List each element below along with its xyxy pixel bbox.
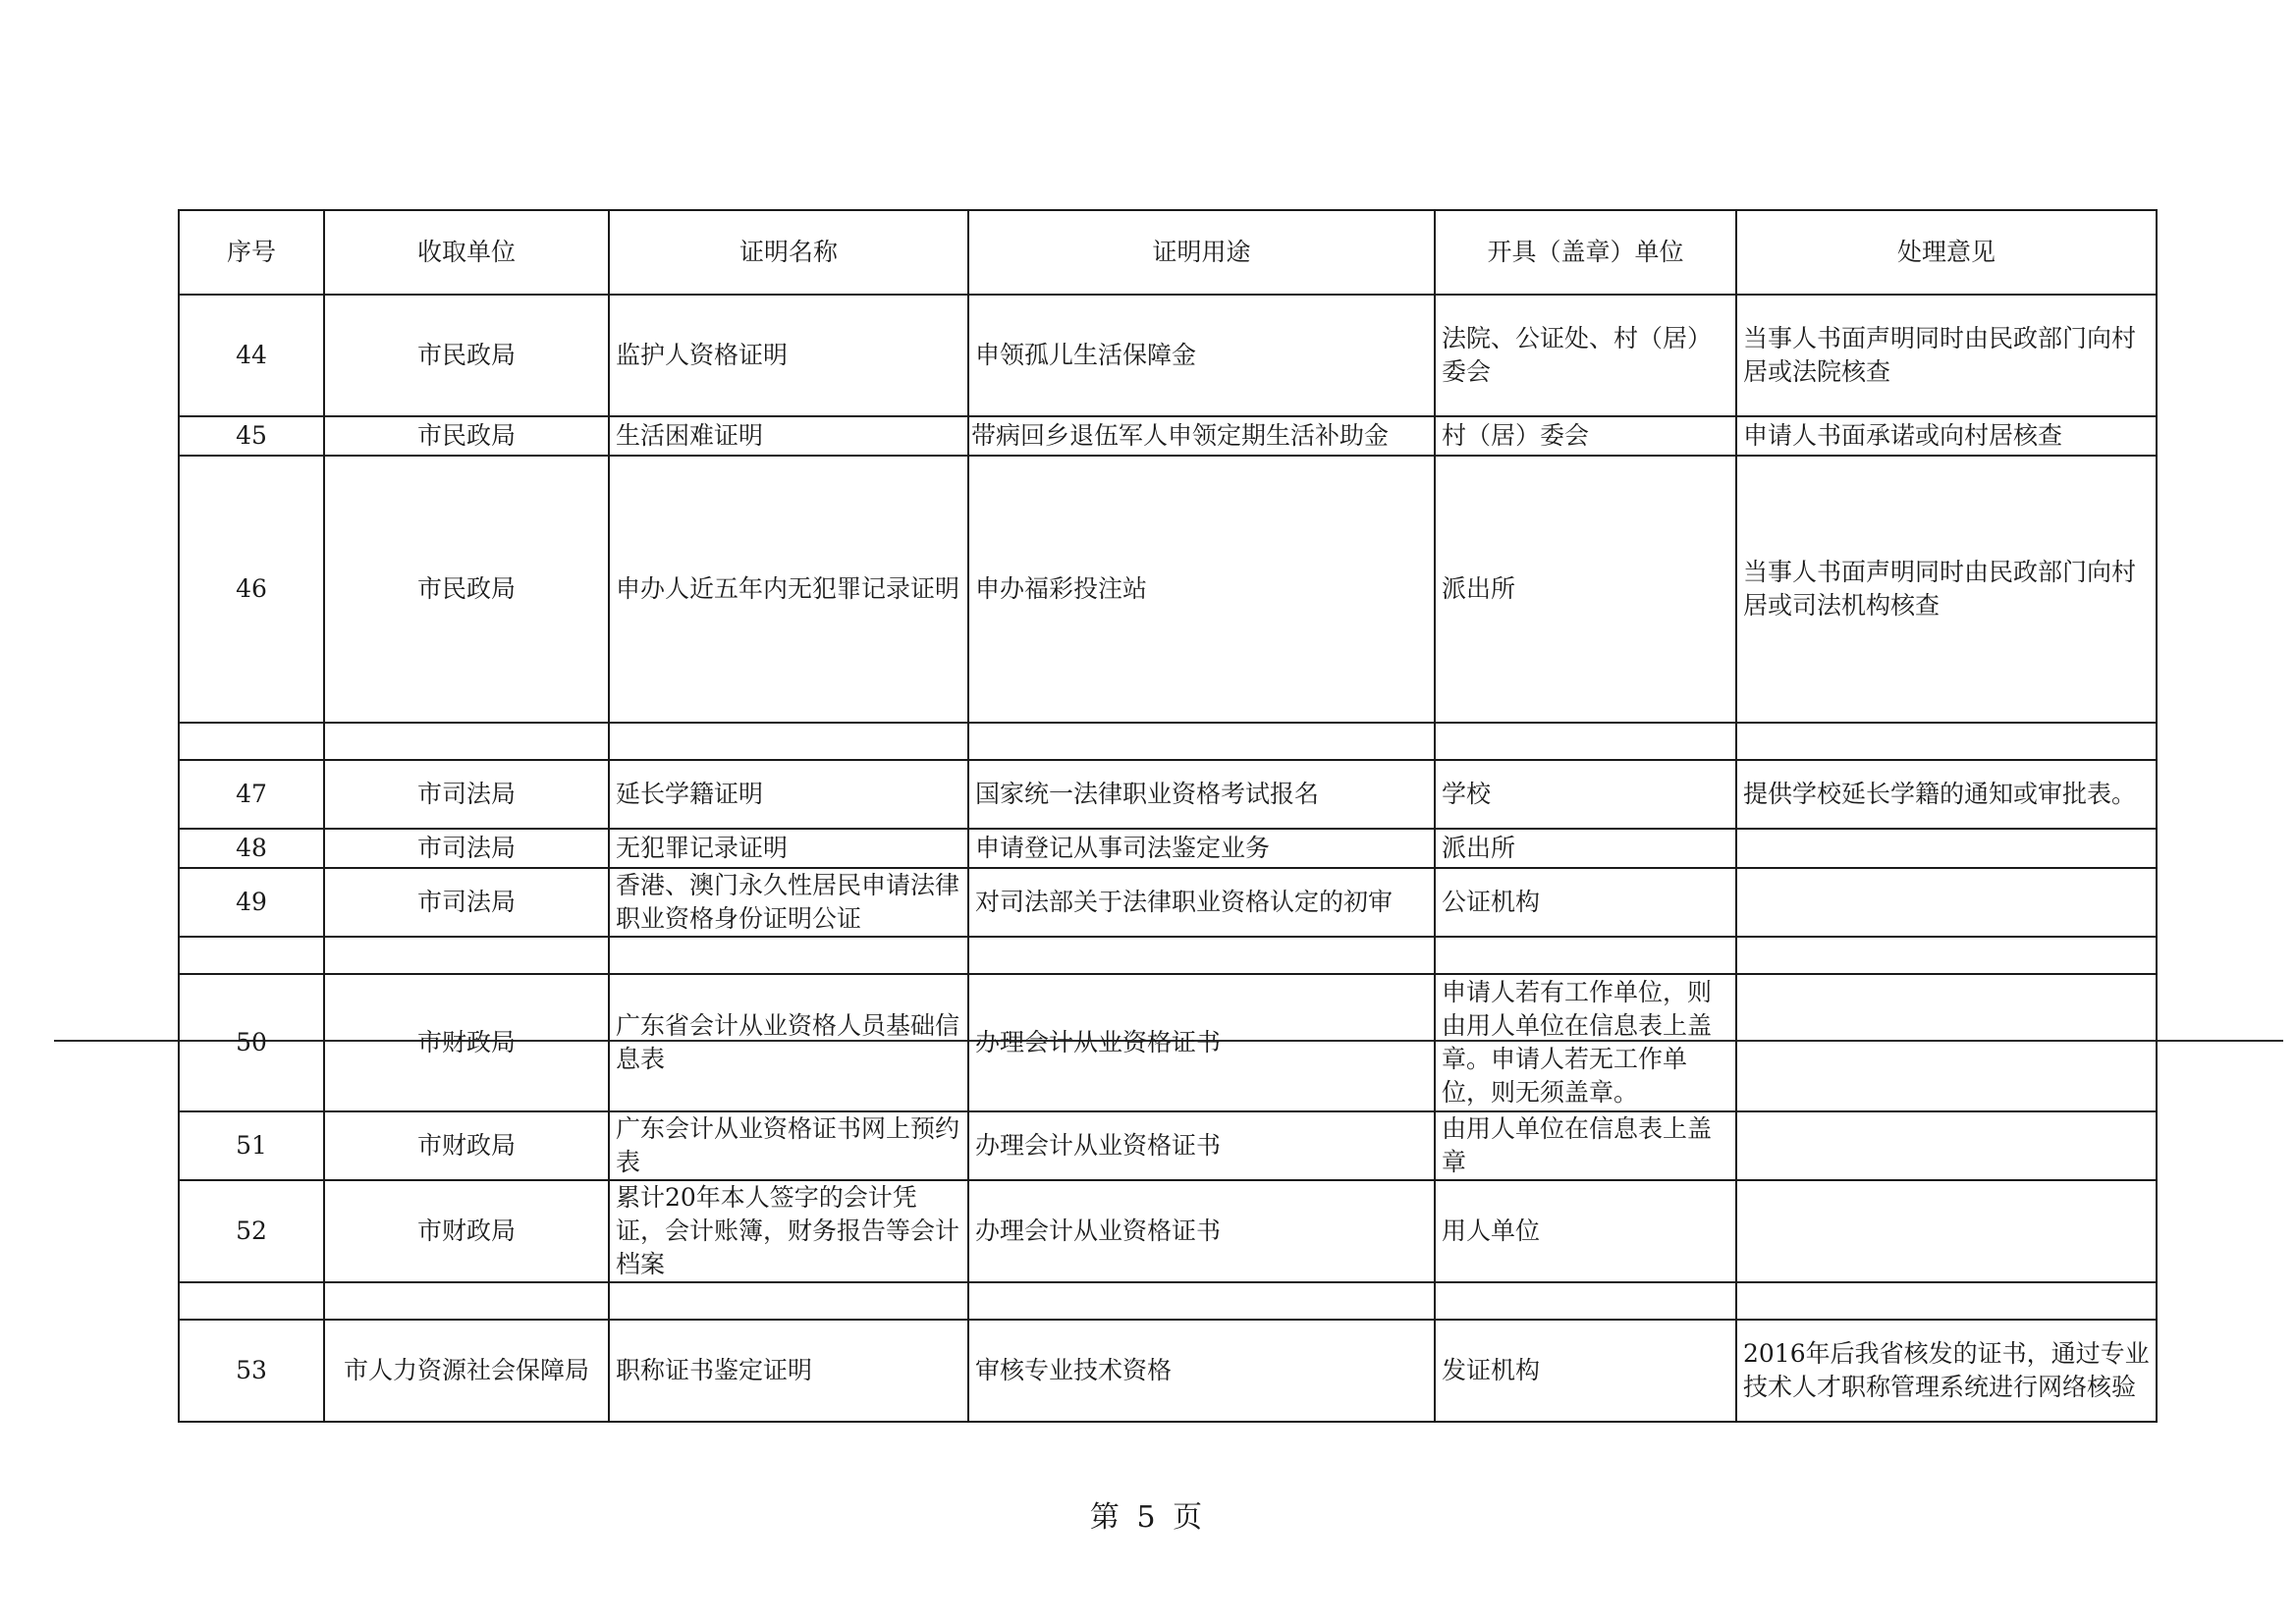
cell-unit: 市财政局 [324,1111,609,1180]
cell-opinion [1736,868,2157,937]
cell-issuer: 申请人若有工作单位，则由用人单位在信息表上盖章。申请人若无工作单位，则无须盖章。 [1435,974,1736,1111]
cell-unit: 市司法局 [324,868,609,937]
cell-seq: 46 [179,456,324,723]
cell-opinion: 申请人书面承诺或向村居核查 [1736,416,2157,456]
cell-name: 职称证书鉴定证明 [609,1320,968,1422]
cell-name: 无犯罪记录证明 [609,829,968,868]
table-row [179,974,2157,1111]
cell-opinion [1736,974,2157,1111]
cell-name: 监护人资格证明 [609,295,968,416]
header-unit: 收取单位 [324,210,609,295]
cell-unit: 市民政局 [324,456,609,723]
cell-seq: 49 [179,868,324,937]
cell-use: 审核专业技术资格 [968,1320,1435,1422]
cell-seq: 48 [179,829,324,868]
cell-unit: 市人力资源社会保障局 [324,1320,609,1422]
cell-opinion [1736,1180,2157,1282]
cell-name: 累计20年本人签字的会计凭证，会计账簿，财务报告等会计档案 [609,1180,968,1282]
cell-issuer: 派出所 [1435,829,1736,868]
cell-name: 广东会计从业资格证书网上预约表 [609,1111,968,1180]
cell-issuer: 学校 [1435,760,1736,829]
table-row [179,1180,2157,1282]
table-row [179,295,2157,416]
header-name: 证明名称 [609,210,968,295]
table-row [179,456,2157,723]
cell-issuer: 由用人单位在信息表上盖章 [1435,1111,1736,1180]
cell-issuer: 派出所 [1435,456,1736,723]
cell-name: 香港、澳门永久性居民申请法律职业资格身份证明公证 [609,868,968,937]
spacer-row [179,937,2157,974]
cell-unit: 市财政局 [324,974,609,1111]
cell-name: 延长学籍证明 [609,760,968,829]
cell-unit: 市司法局 [324,829,609,868]
cell-issuer: 发证机构 [1435,1320,1736,1422]
table-row [179,760,2157,829]
table-header-row [179,210,2157,295]
cell-unit: 市财政局 [324,1180,609,1282]
cell-opinion: 当事人书面声明同时由民政部门向村居或司法机构核查 [1736,456,2157,723]
cell-unit: 市司法局 [324,760,609,829]
cell-opinion [1736,829,2157,868]
cell-seq: 45 [179,416,324,456]
cell-use: 申请登记从事司法鉴定业务 [968,829,1435,868]
cell-name: 广东省会计从业资格人员基础信息表 [609,974,968,1111]
cell-opinion: 提供学校延长学籍的通知或审批表。 [1736,760,2157,829]
cell-opinion [1736,1111,2157,1180]
cell-unit: 市民政局 [324,416,609,456]
cell-opinion: 当事人书面声明同时由民政部门向村居或法院核查 [1736,295,2157,416]
cell-seq: 53 [179,1320,324,1422]
header-use: 证明用途 [968,210,1435,295]
cell-opinion: 2016年后我省核发的证书，通过专业技术人才职称管理系统进行网络核验 [1736,1320,2157,1422]
cell-name: 申办人近五年内无犯罪记录证明 [609,456,968,723]
cell-use: 办理会计从业资格证书 [968,1180,1435,1282]
header-issuer: 开具（盖章）单位 [1435,210,1736,295]
cell-issuer: 法院、公证处、村（居）委会 [1435,295,1736,416]
cell-seq: 51 [179,1111,324,1180]
spacer-row [179,1282,2157,1320]
cell-seq: 47 [179,760,324,829]
cell-use: 国家统一法律职业资格考试报名 [968,760,1435,829]
cell-issuer: 村（居）委会 [1435,416,1736,456]
table-row [179,829,2157,868]
cell-seq: 52 [179,1180,324,1282]
header-opinion: 处理意见 [1736,210,2157,295]
table-row [179,1111,2157,1180]
cell-use: 带病回乡退伍军人申领定期生活补助金 [968,416,1435,456]
cell-issuer: 用人单位 [1435,1180,1736,1282]
table-row [179,868,2157,937]
header-seq: 序号 [179,210,324,295]
cell-use: 申办福彩投注站 [968,456,1435,723]
cell-seq: 50 [179,974,324,1111]
table-row [179,416,2157,456]
spacer-row [179,723,2157,760]
cell-seq: 44 [179,295,324,416]
cell-use: 对司法部关于法律职业资格认定的初审 [968,868,1435,937]
page-number: 第 5 页 [1089,1500,1207,1535]
cell-issuer: 公证机构 [1435,868,1736,937]
cell-use: 办理会计从业资格证书 [968,974,1435,1111]
cell-unit: 市民政局 [324,295,609,416]
table-row [179,1320,2157,1422]
cell-use: 申领孤儿生活保障金 [968,295,1435,416]
certificate-table [178,209,2158,1423]
cell-name: 生活困难证明 [609,416,968,456]
cell-use: 办理会计从业资格证书 [968,1111,1435,1180]
